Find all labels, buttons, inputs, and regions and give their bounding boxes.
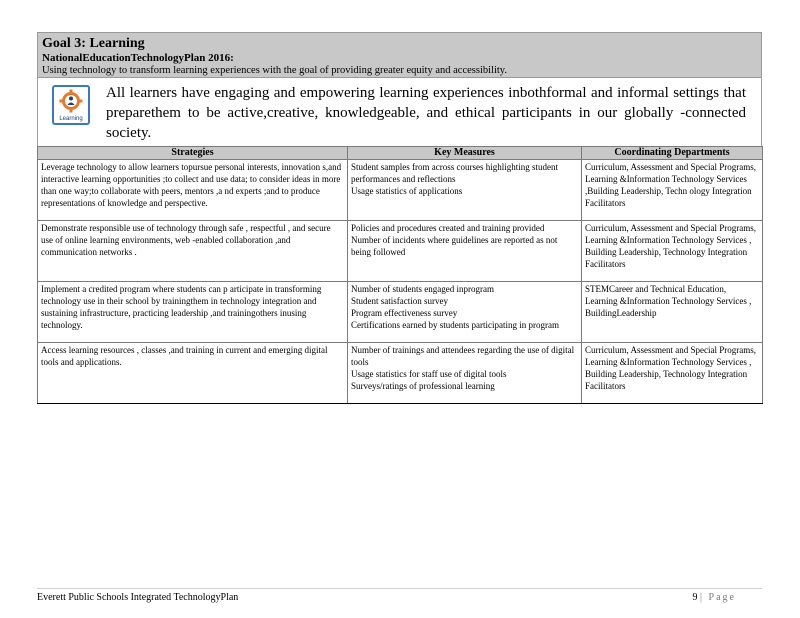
strategy-cell: Access learning resources , classes ,and training in current and emerging digital tools and applications. (38, 343, 348, 404)
goal-statement: All learners have engaging and empowering learning experiences inbothformal and informal settings that preparethem to be active,creative, knowledgeable, and ethical participants in our globally -connected society. (106, 85, 746, 141)
table-header-row (38, 147, 763, 160)
page-indicator (693, 592, 736, 603)
page-number: 9 (692, 592, 698, 603)
footer-title: Everett Public Schools Integrated TechnologyPlan (37, 592, 239, 603)
table-row (38, 343, 763, 404)
goal-subtitle: Using technology to transform learning experiences with the goal of providing greater equity and accessibility. (42, 65, 507, 76)
departments-cell: Curriculum, Assessment and Special Programs, Learning &Information Technology Services , Building Leadership, Technology Integration Facilitators (582, 343, 763, 404)
measure-item: Certifications earned by students participating in program (351, 320, 559, 330)
departments-cell: STEMCareer and Technical Education, Learning &Information Technology Services , BuildingLeadership (582, 282, 763, 343)
measure-item: Number of trainings and attendees regarding the use of digital tools (351, 345, 575, 367)
gear-person-icon (59, 89, 83, 113)
measure-item: Number of students engaged inprogram (351, 284, 494, 294)
measure-item: Student samples from across courses highlighting student performances and reflections (351, 162, 558, 184)
table-row (38, 160, 763, 221)
header-strategies: Strategies (38, 147, 348, 160)
measure-item: Program effectiveness survey (351, 308, 458, 318)
plan-reference: NationalEducationTechnologyPlan 2016: (42, 52, 234, 64)
measure-item: Surveys/ratings of professional learning (351, 381, 495, 391)
goal-statement-row (37, 78, 762, 146)
learning-gear-icon (52, 85, 90, 125)
measure-item: Student satisfaction survey (351, 296, 448, 306)
measures-cell (348, 282, 582, 343)
measure-item: Number of incidents where guidelines are reported as not being followed (351, 235, 558, 257)
strategy-cell: Demonstrate responsible use of technology through safe , respectful , and secure use of online learning environments, web -enabled collaboration ,and communication networks . (38, 221, 348, 282)
header-departments: Coordinating Departments (582, 147, 763, 160)
departments-cell: Curriculum, Assessment and Special Programs, Learning &Information Technology Services , Building Leadership, Technology Integration Facilitators (582, 221, 763, 282)
strategy-cell: Leverage technology to allow learners topursue personal interests, innovation s,and interactive learning opportunities ;to collect and use data; to consider ideas in more than one way;to collaborate with peers, mentors ,a nd experts ;and to produce representations of knowledge and perspective. (38, 160, 348, 221)
header-key-measures: Key Measures (348, 147, 582, 160)
goal-title: Goal 3: Learning (42, 36, 145, 51)
measures-cell (348, 160, 582, 221)
table-row (38, 221, 763, 282)
table-row (38, 282, 763, 343)
page-footer (37, 588, 762, 605)
measure-item: Usage statistics of applications (351, 186, 463, 196)
strategies-table (37, 146, 763, 404)
page-label: | Page (700, 592, 736, 603)
departments-cell: Curriculum, Assessment and Special Programs, Learning &Information Technology Services ,Building Leadership, Techn ology Integration Facilitators (582, 160, 763, 221)
measures-cell (348, 343, 582, 404)
strategy-cell: Implement a credited program where students can p articipate in transforming technology use in their school by trainingthem in technology integration and sustaining infrastructure, practicing leadership ,and trainingothers inusing technology. (38, 282, 348, 343)
goal-header (37, 32, 762, 78)
measure-item: Policies and procedures created and training provided (351, 223, 545, 233)
measure-item: Usage statistics for staff use of digital tools (351, 369, 507, 379)
measures-cell (348, 221, 582, 282)
icon-label: Learning (59, 116, 83, 122)
